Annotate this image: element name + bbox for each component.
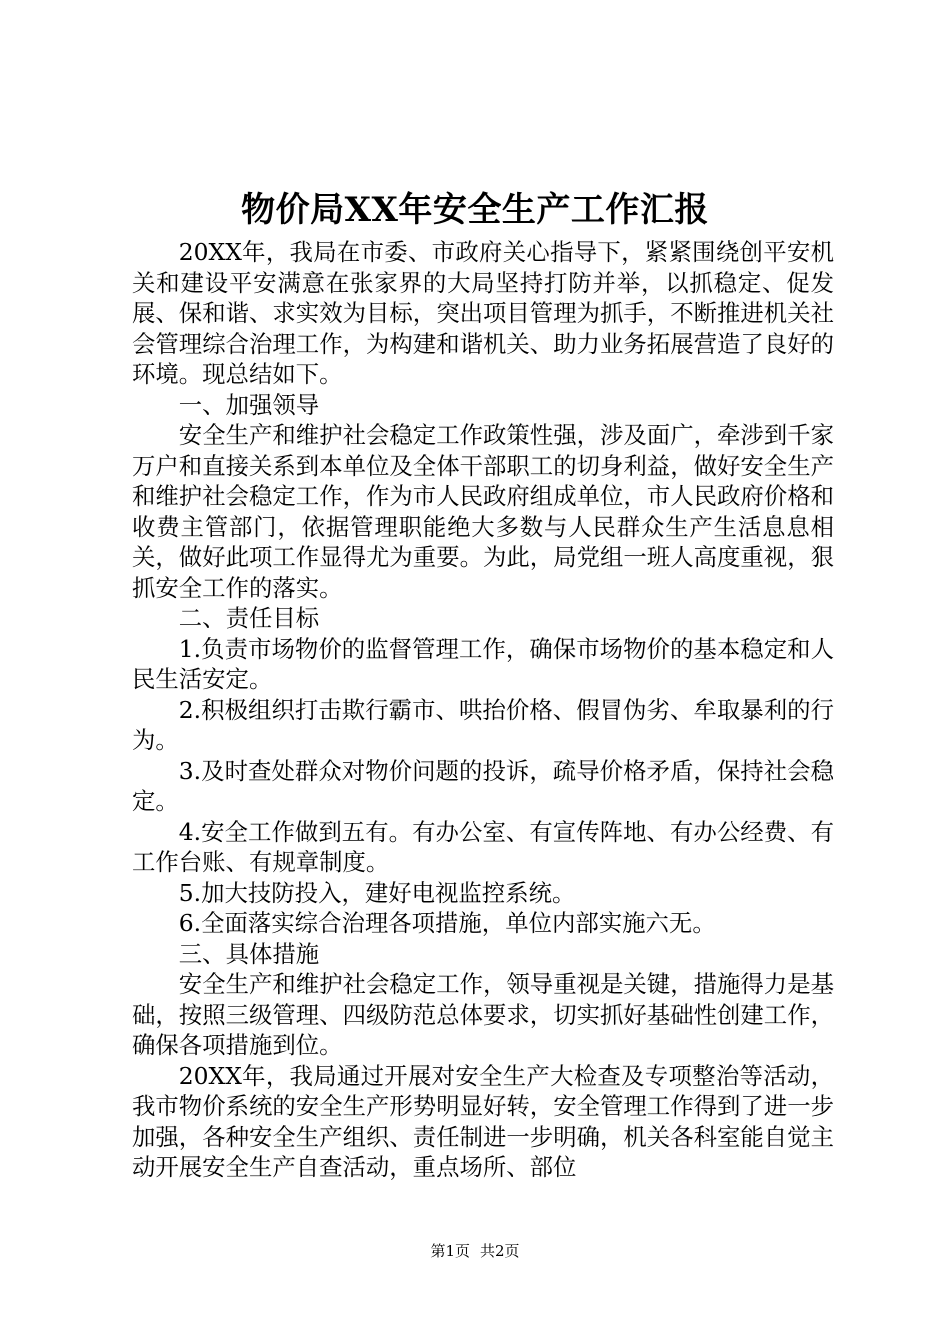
section-heading-2: 二、责任目标 (178, 604, 320, 632)
paragraph-measures: 安全生产和维护社会稳定工作，领导重视是关键，措施得力是基础，按照三级管理、四级防范总体要求，切实抓好基础性创建工作，确保各项措施到位。 (132, 970, 834, 1059)
page-total: 共2页 (480, 1242, 520, 1260)
list-item-4: 4.安全工作做到五有。有办公室、有宣传阵地、有办公经费、有工作台账、有规章制度。 (132, 817, 834, 876)
document-body (132, 237, 834, 1183)
paragraph-leadership: 安全生产和维护社会稳定工作政策性强，涉及面广，牵涉到千家万户和直接关系到本单位及全体干部职工的切身利益，做好安全生产和维护社会稳定工作，作为市人民政府组成单位，市人民政府价格和收费主管部门，依据管理职能绝大多数与人民群众生产生活息息相关，做好此项工作显得尤为重要。为此，局党组一班人高度重视，狠抓安全工作的落实。 (132, 421, 834, 602)
list-item-6: 6.全面落实综合治理各项措施，单位内部实施六无。 (178, 909, 716, 937)
section-heading-3: 三、具体措施 (178, 939, 320, 968)
document-title: 物价局XX年安全生产工作汇报 (241, 190, 709, 230)
list-item-2: 2.积极组织打击欺行霸市、哄抬价格、假冒伪劣、牟取暴利的行为。 (132, 695, 834, 754)
list-item-5: 5.加大技防投入，建好电视监控系统。 (178, 878, 576, 907)
paragraph-summary: 20XX年，我局通过开展对安全生产大检查及专项整治等活动，我市物价系统的安全生产形势明显好转，安全管理工作得到了进一步加强，各种安全生产组织、责任制进一步明确，机关各科室能自觉主动开展安全生产自查活动，重点场所、部位 (132, 1061, 834, 1181)
list-item-1: 1.负责市场物价的监督管理工作，确保市场物价的基本稳定和人民生活安定。 (132, 634, 834, 693)
page-number: 第1页 (430, 1242, 470, 1260)
list-item-3: 3.及时查处群众对物价问题的投诉，疏导价格矛盾，保持社会稳定。 (132, 756, 834, 815)
page-footer (0, 1241, 950, 1261)
section-heading-1: 一、加强领导 (178, 390, 320, 419)
paragraph-intro: 20XX年，我局在市委、市政府关心指导下，紧紧围绕创平安机关和建设平安满意在张家界的大局坚持打防并举，以抓稳定、促发展、保和谐、求实效为目标，突出项目管理为抓手，不断推进机关社会管理综合治理工作，为构建和谐机关、助力业务拓展营造了良好的环境。现总结如下。 (132, 238, 834, 388)
